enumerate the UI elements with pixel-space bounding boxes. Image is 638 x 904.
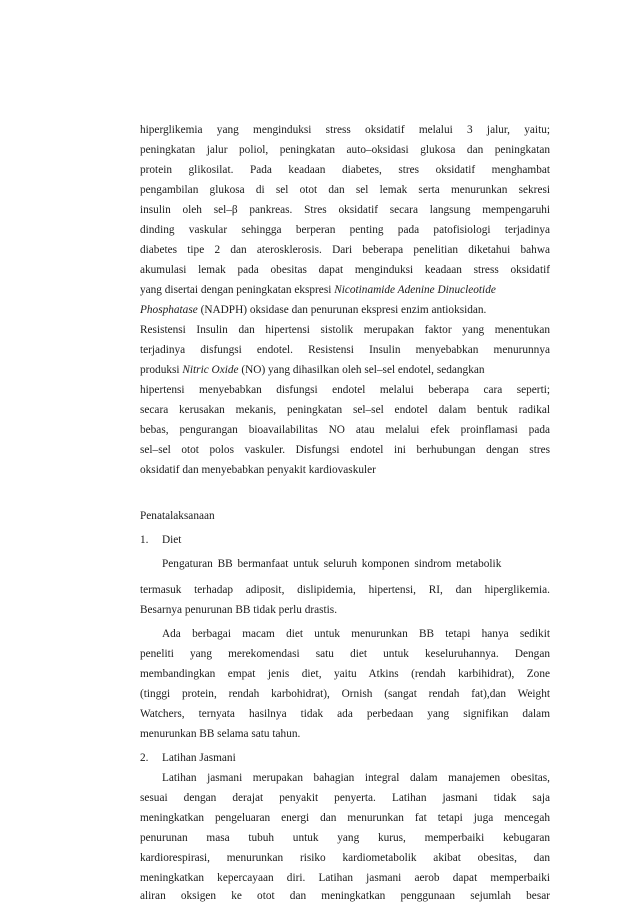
paragraph-line: (tinggi protein, rendah karbohidrat), Ornish (sangat rendah fat),dan Weight (140, 688, 550, 700)
paragraph-line: sel–sel otot polos vaskuler. Disfungsi endotel ini berhubungan dengan stres (140, 444, 550, 456)
line-text: (NADPH) oksidase dan penurunan ekspresi enzim antioksidan. (197, 304, 487, 316)
paragraph-line: hipertensi menyebabkan disfungsi endotel melalui beberapa cara seperti; (140, 384, 550, 396)
paragraph-line (140, 302, 550, 318)
paragraph-line: dinding vaskular sehingga berperan penting pada patofisiologi terjadinya (140, 224, 550, 236)
paragraph-line: akumulasi lemak pada obesitas dapat menginduksi keadaan stress oksidatif (140, 264, 550, 276)
paragraph-line: pengambilan glukosa di sel otot dan sel lemak serta menurunkan sekresi (140, 184, 550, 196)
paragraph-line: aliran oksigen ke otot dan meningkatkan penggunaan sejumlah besar (140, 890, 550, 902)
paragraph-line: peneliti yang merekomendasi satu diet untuk keseluruhannya. Dengan (140, 648, 550, 660)
paragraph-line: protein glikosilat. Pada keadaan diabetes, stres oksidatif menghambat (140, 164, 550, 176)
line-text: (NO) yang dihasilkan oleh sel–sel endotel, sedangkan (238, 364, 485, 376)
paragraph-line: terjadinya disfungsi endotel. Resistensi Insulin menyebabkan menurunnya (140, 344, 550, 356)
paragraph-line: Besarnya penurunan BB tidak perlu drastis. (140, 604, 338, 616)
paragraph-line: diabetes tipe 2 dan aterosklerosis. Dari beberapa penelitian diketahui bahwa (140, 244, 550, 256)
italic-term: Nicotinamide Adenine Dinucleotide (334, 284, 496, 296)
list-number: 1. (140, 534, 149, 546)
paragraph-line: Resistensi Insulin dan hipertensi sistolik merupakan faktor yang menentukan (140, 324, 550, 336)
paragraph-line: insulin oleh sel–β pankreas. Stres oksidatif secara langsung mempengaruhi (140, 204, 550, 216)
paragraph-line: bebas, pengurangan bioavailabilitas NO atau melalui efek proinflamasi pada (140, 424, 550, 436)
paragraph-line: Latihan jasmani merupakan bahagian integral dalam manajemen obesitas, (162, 772, 550, 784)
paragraph-line: Ada berbagai macam diet untuk menurunkan BB tetapi hanya sedikit (162, 628, 550, 640)
paragraph-line: meningkatkan pengeluaran energi dan menurunkan fat tetapi juga mencegah (140, 812, 550, 824)
paragraph-line: menurunkan BB selama satu tahun. (140, 728, 301, 740)
paragraph-line: Watchers, ternyata hasilnya tidak ada perbedaan yang signifikan dalam (140, 708, 550, 720)
paragraph-line: secara kerusakan mekanis, peningkatan sel–sel endotel dalam bentuk radikal (140, 404, 550, 416)
paragraph-line: oksidatif dan menyebabkan penyakit kardiovaskuler (140, 464, 376, 476)
section-heading: Penatalaksanaan (140, 510, 215, 522)
list-item-title: Diet (162, 534, 182, 546)
paragraph-line (140, 362, 550, 378)
paragraph-line: hiperglikemia yang menginduksi stress oksidatif melalui 3 jalur, yaitu; (140, 124, 550, 136)
paragraph-line: Pengaturan BB bermanfaat untuk seluruh komponen sindrom metabolik (162, 558, 502, 570)
list-number: 2. (140, 752, 149, 764)
line-text: yang disertai dengan peningkatan ekspresi (140, 284, 335, 296)
paragraph-line (140, 282, 550, 298)
paragraph-line: penurunan masa tubuh untuk yang kurus, memperbaiki kebugaran (140, 832, 550, 844)
italic-term: Phosphatase (140, 304, 198, 316)
paragraph-line: membandingkan empat jenis diet, yaitu Atkins (rendah karbihidrat), Zone (140, 668, 550, 680)
list-item-title: Latihan Jasmani (162, 752, 236, 764)
paragraph-line: kardiorespirasi, menurunkan risiko kardiometabolik akibat obesitas, dan (140, 852, 550, 864)
line-text: produksi (140, 364, 183, 376)
paragraph-line: peningkatan jalur poliol, peningkatan auto–oksidasi glukosa dan peningkatan (140, 144, 550, 156)
italic-term: Nitric Oxide (182, 364, 239, 376)
paragraph-line: termasuk terhadap adiposit, dislipidemia, hipertensi, RI, dan hiperglikemia. (140, 584, 550, 596)
paragraph-line: meningkatkan kepercayaan diri. Latihan jasmani aerob dapat memperbaiki (140, 872, 550, 884)
paragraph-line: sesuai dengan derajat penyakit penyerta. Latihan jasmani tidak saja (140, 792, 550, 804)
